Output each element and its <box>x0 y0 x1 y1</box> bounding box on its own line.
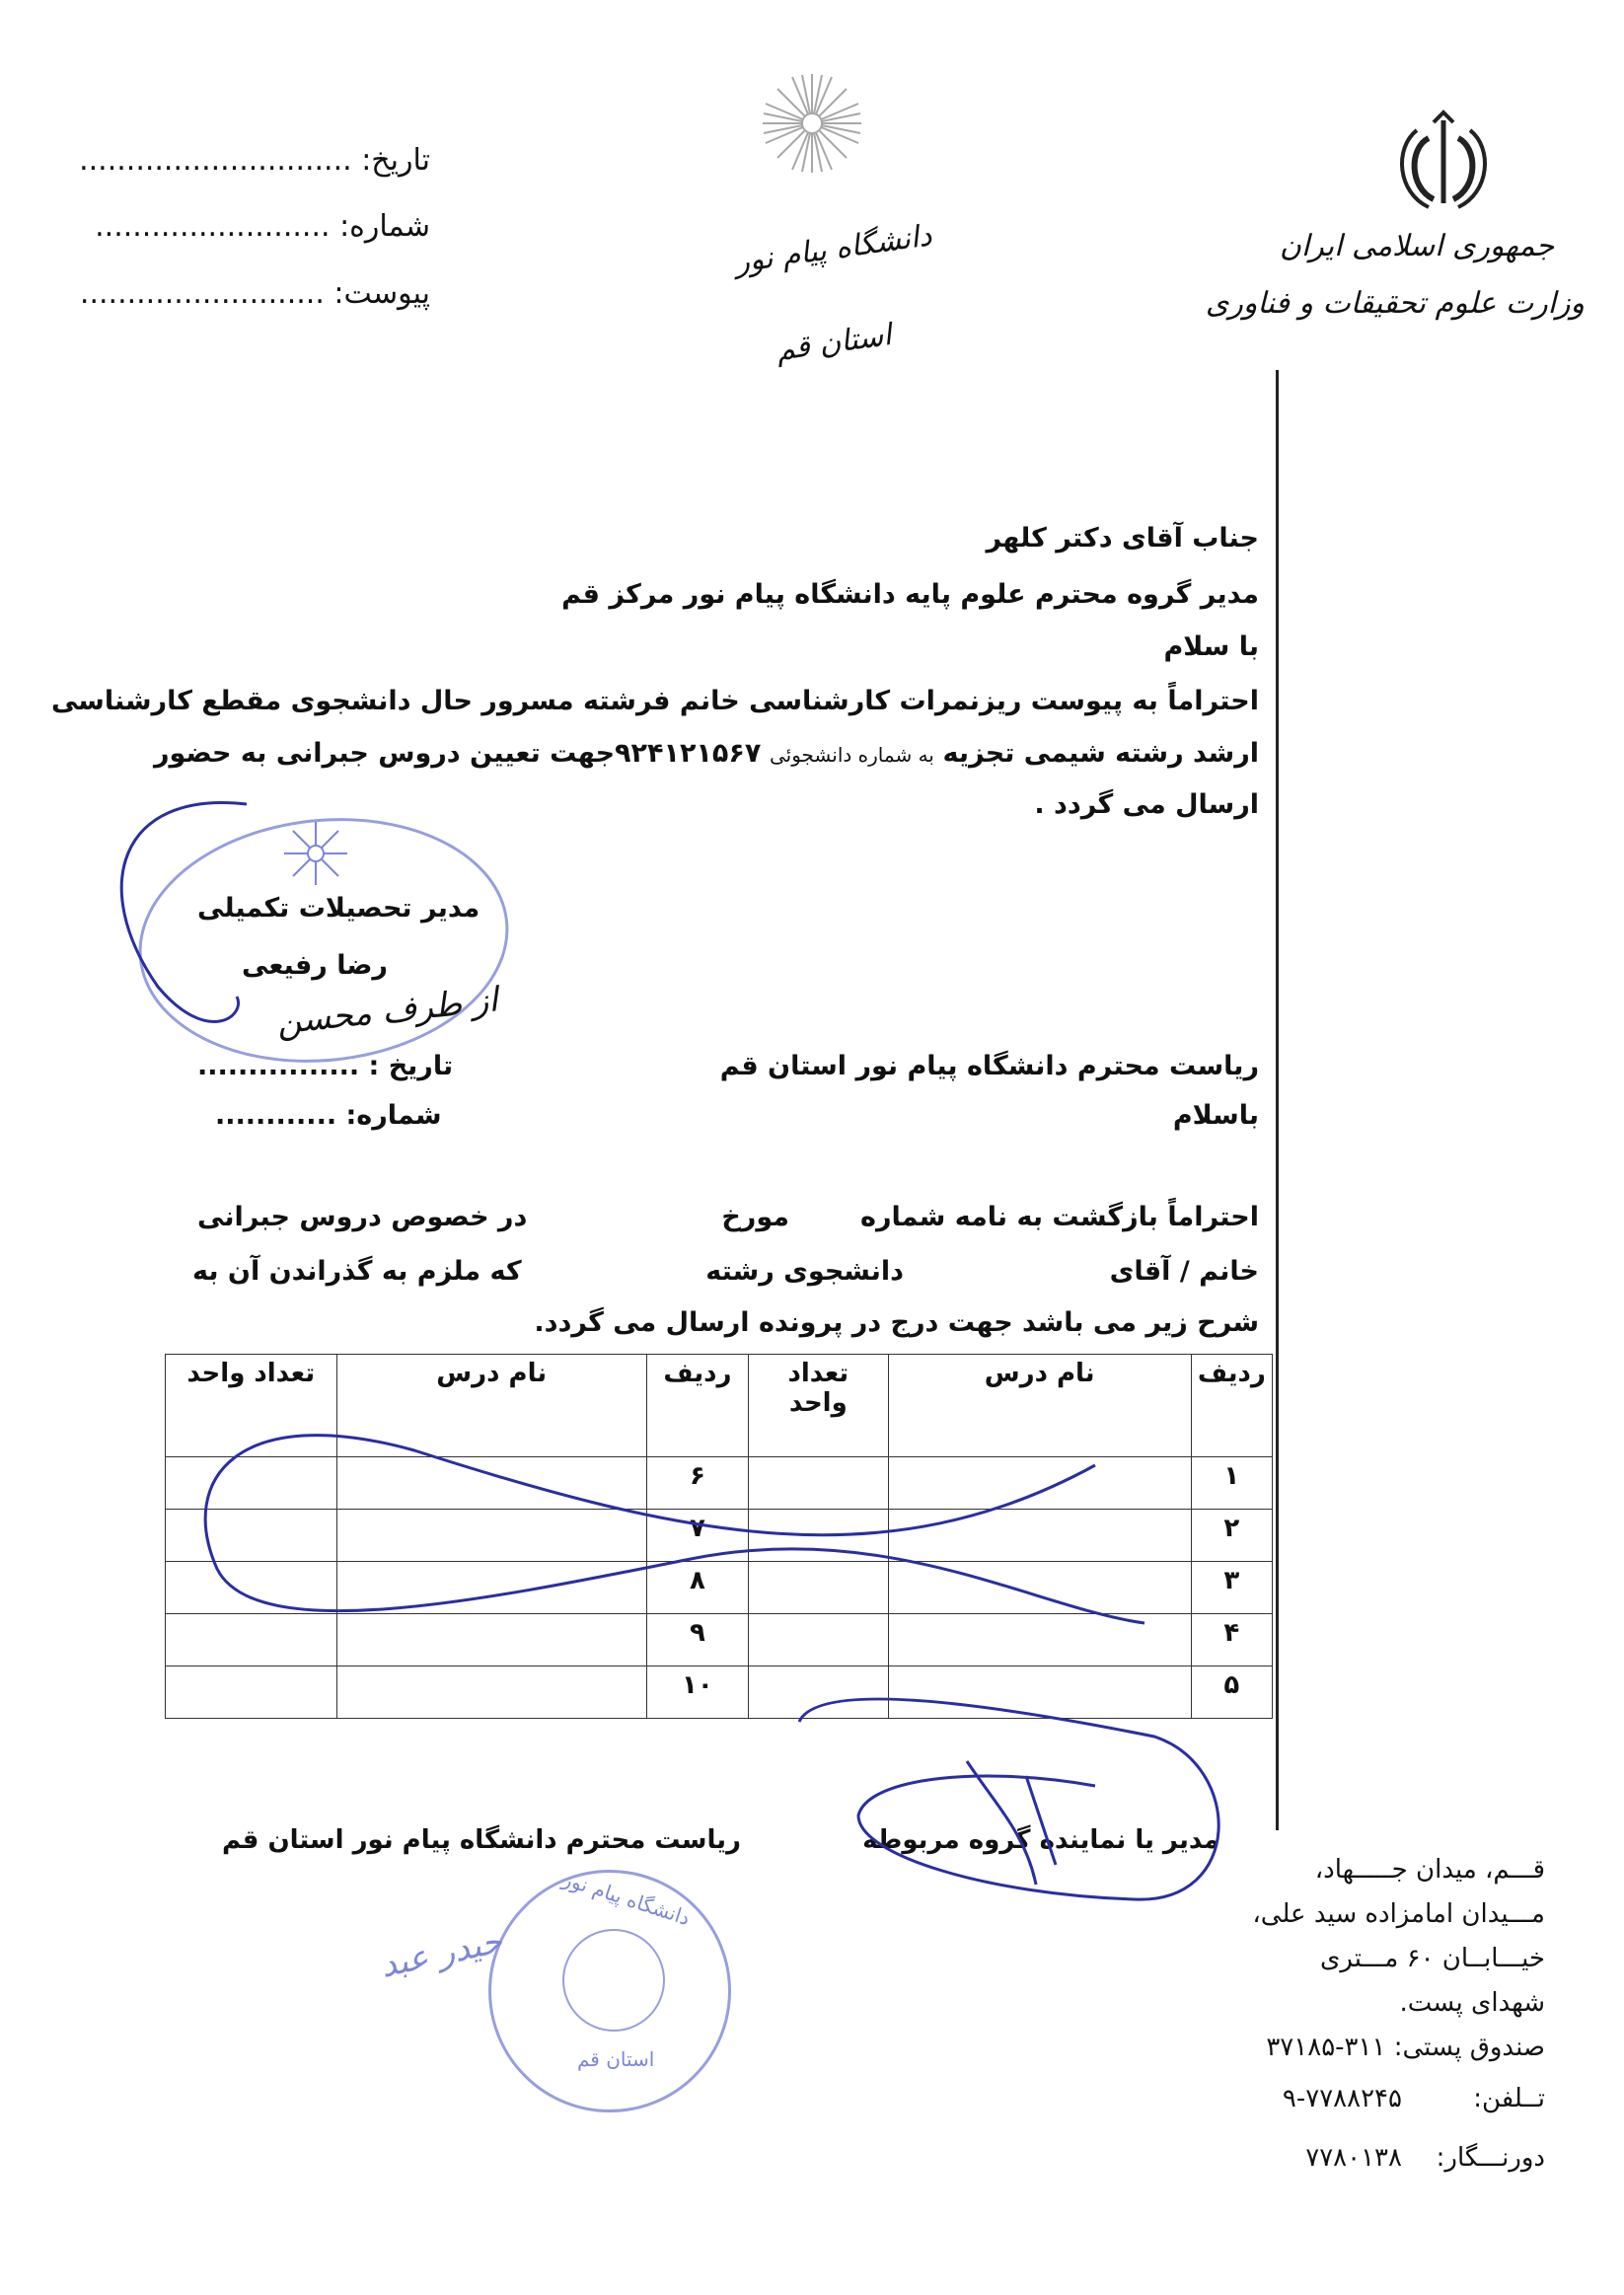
ministry-line-1: جمهوری اسلامی ایران <box>1279 229 1555 263</box>
row-number: ۴ <box>1191 1614 1272 1666</box>
reply-para-1c: در خصوص دروس جبرانی <box>197 1202 528 1232</box>
stamp-text-top: دانشگاه پیام نور <box>559 1866 694 1931</box>
address-line-1: قـــم، میدان جـــــهاد، <box>1314 1855 1545 1885</box>
reply-para-2c: که ملزم به گذراندن آن به <box>192 1256 522 1287</box>
department-signature-stroke <box>799 1699 1218 1899</box>
address-line-3: خیـــابــان ۶۰ مـــتری <box>1320 1944 1545 1973</box>
letter-body-line-1: احتراماً به پیوست ریزنمرات کارشناسی خانم فرشته مسرور حال دانشجوی مقطع کارشناسی <box>50 686 1259 716</box>
letter-addressee: جناب آقای دکتر کلهر <box>986 523 1259 554</box>
stamp-logo-icon <box>281 819 350 888</box>
table-row <box>166 1562 1273 1614</box>
table-row <box>166 1666 1273 1719</box>
university-round-stamp-inner <box>562 1929 665 2032</box>
reply-para-2b: دانشجوی رشته <box>705 1256 904 1287</box>
ministry-line-2: وزارت علوم تحقیقات و فناوری <box>1205 286 1585 321</box>
row-number: ۲ <box>1191 1510 1272 1562</box>
compensatory-courses-table <box>165 1354 1273 1719</box>
row-number: ۹ <box>646 1614 748 1666</box>
province-name: استان قم <box>774 317 894 369</box>
signatory-name: رضا رفیعی <box>242 950 388 981</box>
row-number: ۵ <box>1191 1666 1272 1719</box>
department-signature-scribble <box>967 1761 1056 1885</box>
reply-para-2a: خانم / آقای <box>1109 1256 1259 1287</box>
reply-number-field: شماره: ............ <box>215 1100 442 1131</box>
payame-noor-sunburst-logo <box>758 69 866 178</box>
phone-number: ۹-۷۷۸۸۲۴۵ <box>1282 2084 1402 2113</box>
handwritten-stamp-note: حیدر عبد <box>377 1921 506 1986</box>
table-row <box>166 1510 1273 1562</box>
header-number-field: شماره: ......................... <box>95 209 430 244</box>
letter-body-line-2 <box>153 738 1259 769</box>
table-header-row <box>166 1355 1273 1457</box>
table-row <box>166 1457 1273 1510</box>
row-number: ۶ <box>646 1457 748 1510</box>
stamp-text-bottom: استان قم <box>577 2047 655 2071</box>
university-name: دانشگاه پیام نور <box>732 218 934 280</box>
iran-emblem-icon <box>1389 109 1498 217</box>
header-attachment-field: پیوست: .......................... <box>79 276 430 311</box>
letter-addressee-title: مدیر گروه محترم علوم پایه دانشگاه پیام نور مرکز قم <box>561 579 1259 610</box>
header-date-field: تاریخ: ............................. <box>79 143 430 178</box>
signatory-title: مدیر تحصیلات تکمیلی <box>197 893 480 924</box>
address-line-4: شهدای پست. <box>1399 1988 1545 2018</box>
reply-greeting: باسلام <box>1172 1100 1259 1131</box>
row-number: ۸ <box>646 1562 748 1614</box>
letter-body-line-3: ارسال می گردد . <box>1034 789 1259 820</box>
fax-number: ۷۷۸۰۱۳۸ <box>1305 2143 1402 2173</box>
reply-para-3: شرح زیر می باشد جهت درج در پرونده ارسال می گردد. <box>534 1307 1259 1338</box>
reply-date-field: تاریخ : ................ <box>197 1051 454 1081</box>
table-header: ردیف <box>1191 1355 1272 1457</box>
table-header: نام درس <box>888 1355 1191 1457</box>
table-header: نام درس <box>336 1355 646 1457</box>
margin-line <box>1276 370 1279 1830</box>
postbox: صندوق پستی: ۳۱۱-۳۷۱۸۵ <box>1266 2033 1545 2062</box>
reply-para-1b: مورخ <box>721 1202 789 1232</box>
address-line-2: مـــیدان امامزاده سید علی، <box>1252 1899 1545 1929</box>
handwritten-signature: از طرف محسن <box>274 980 500 1043</box>
fax-label: دورنـــگار: <box>1436 2143 1545 2173</box>
row-number: ۳ <box>1191 1562 1272 1614</box>
department-head-signature-label: مدیر یا نماینده گروه مربوطه <box>862 1825 1219 1855</box>
letter-student-id: ۹۲۴۱۲۱۵۶۷جهت تعیین دروس جبرانی به حضور <box>153 738 762 769</box>
letter-greeting: با سلام <box>1163 631 1259 662</box>
table-header: تعداد واحد <box>749 1355 888 1457</box>
letter-student-id-label: به شماره دانشجوئی <box>769 743 934 767</box>
letter-major: ارشد رشته شیمی تجزیه <box>942 738 1259 769</box>
university-head-signature-label: ریاست محترم دانشگاه پیام نور استان قم <box>222 1825 741 1855</box>
table-header: تعداد واحد <box>166 1355 337 1457</box>
reply-para-1a: احتراماً بازگشت به نامه شماره <box>860 1202 1259 1232</box>
row-number: ۱۰ <box>646 1666 748 1719</box>
row-number: ۱ <box>1191 1457 1272 1510</box>
table-header: ردیف <box>646 1355 748 1457</box>
table-row <box>166 1614 1273 1666</box>
phone-label: تــلفن: <box>1473 2084 1545 2113</box>
row-number: ۷ <box>646 1510 748 1562</box>
reply-recipient: ریاست محترم دانشگاه پیام نور استان قم <box>719 1051 1259 1081</box>
